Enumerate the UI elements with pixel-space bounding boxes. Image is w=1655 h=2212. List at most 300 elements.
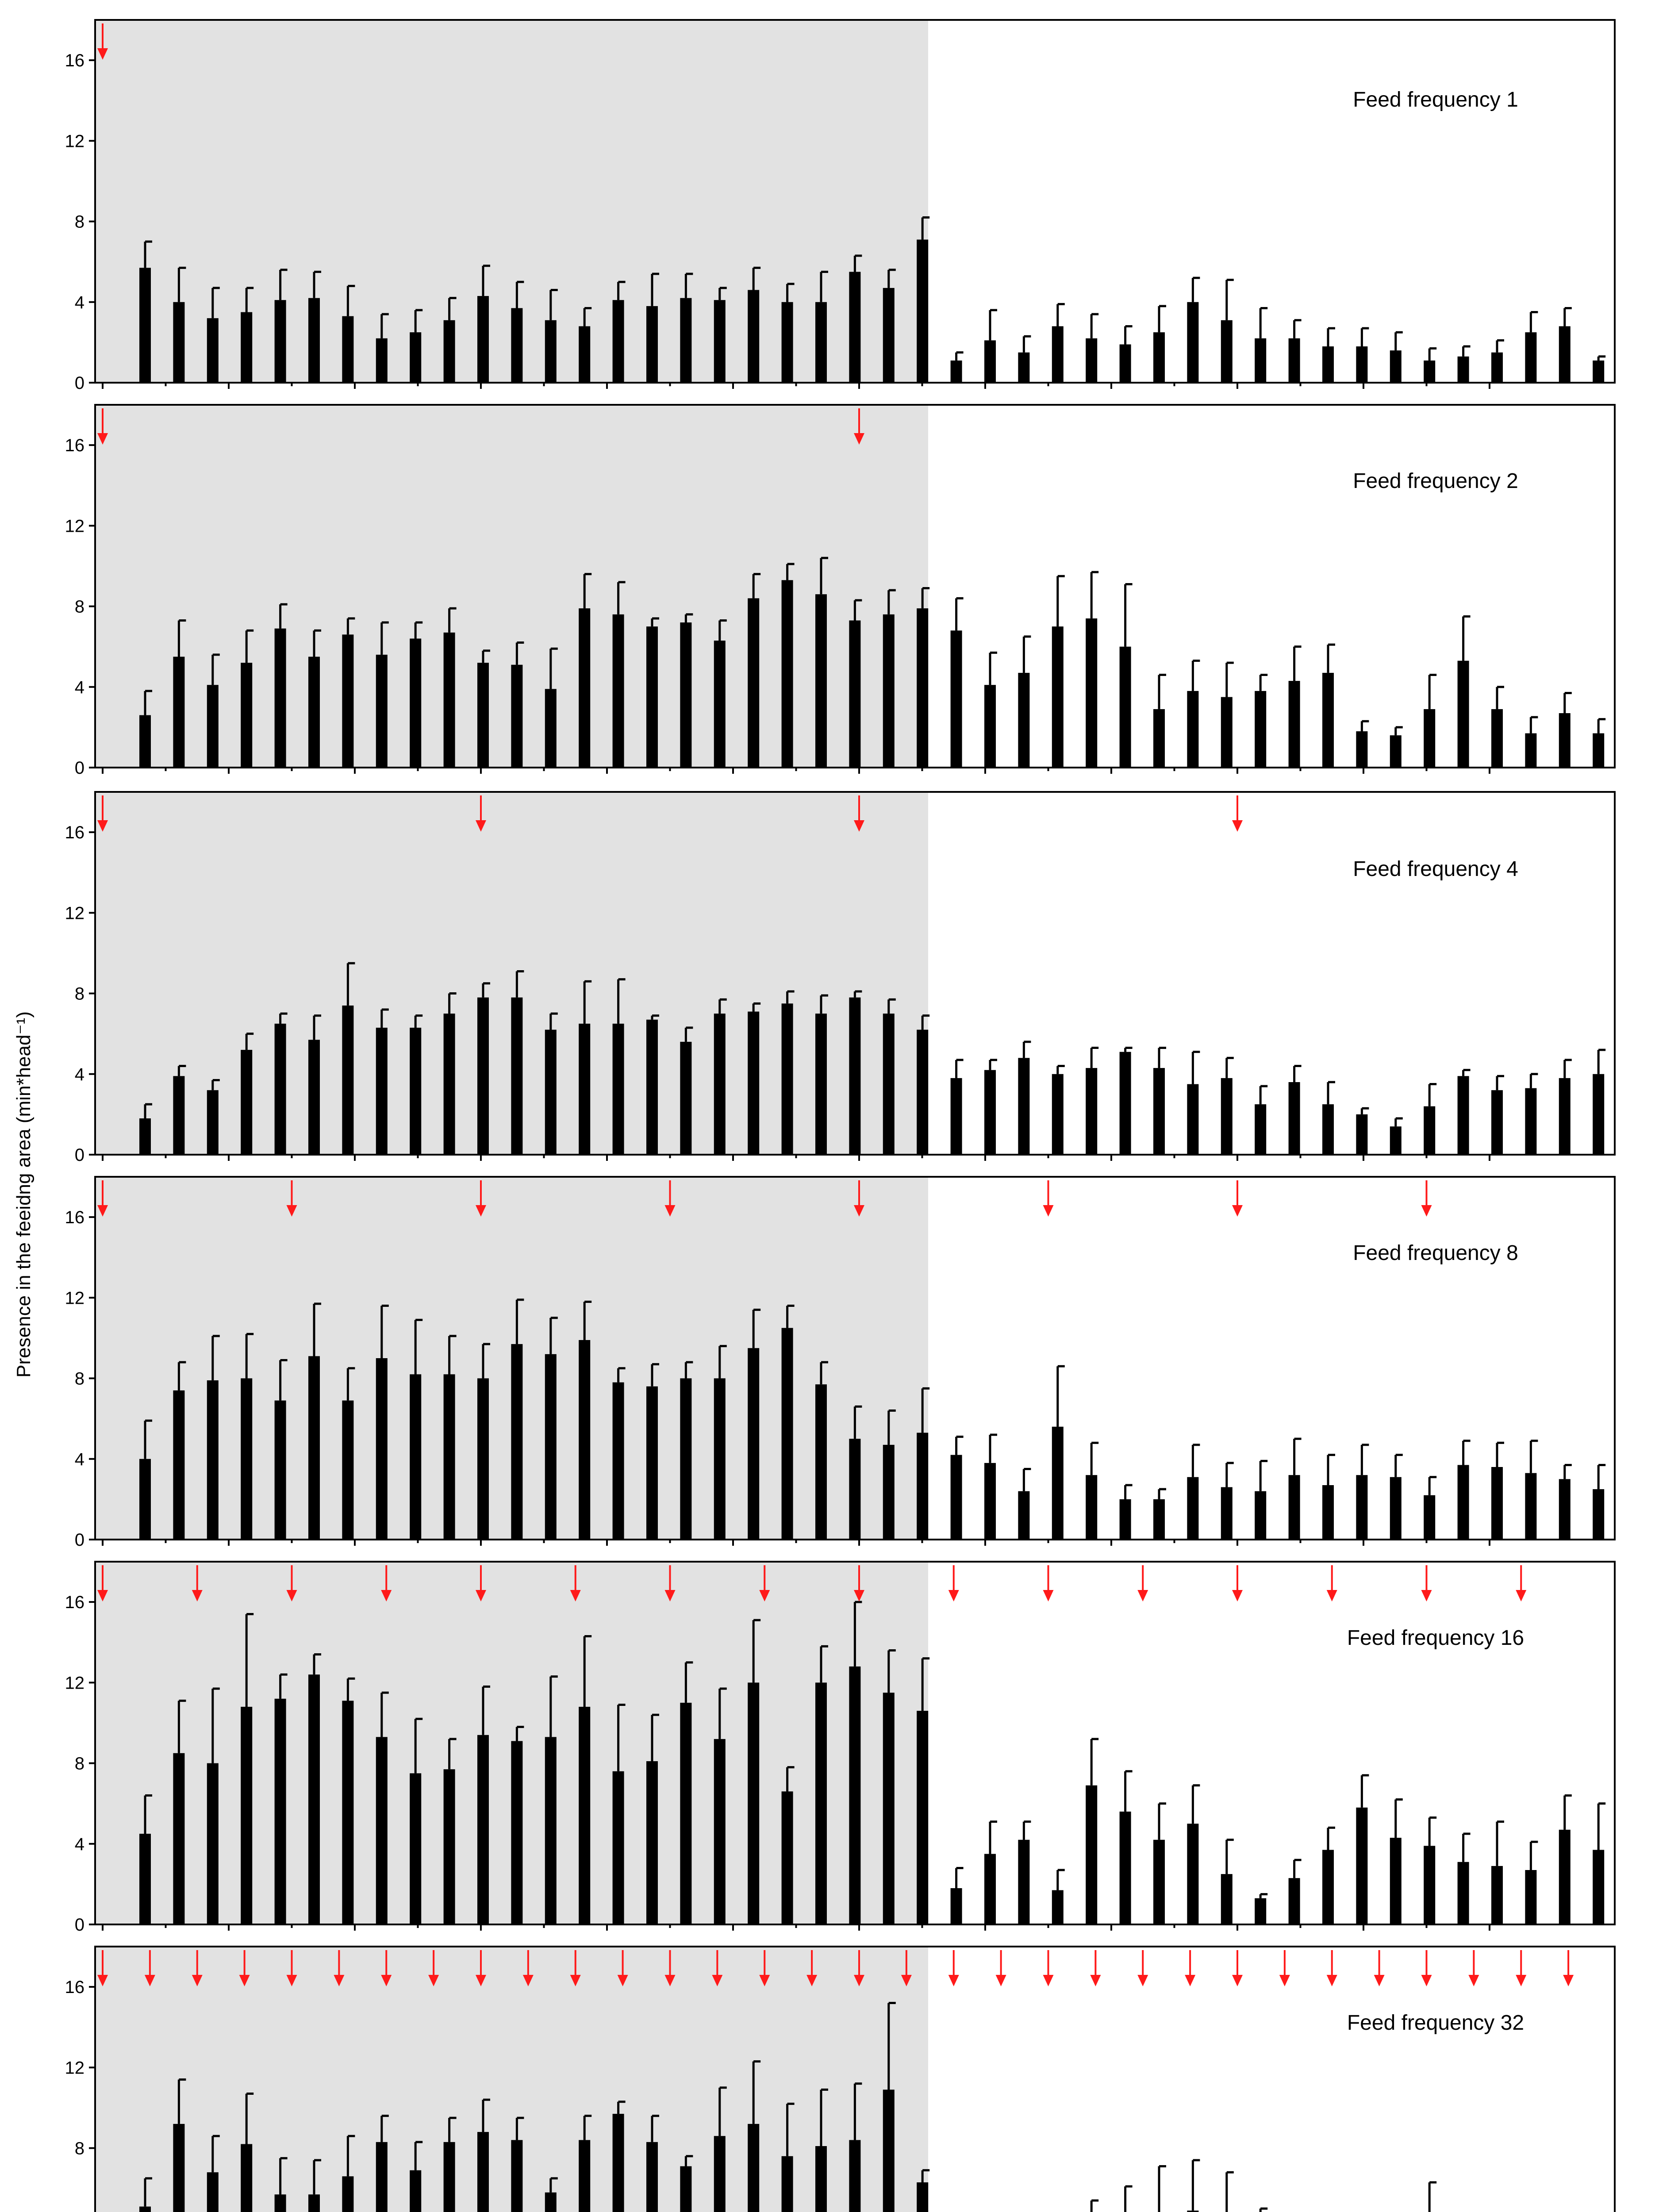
y-tick-label: 12 xyxy=(65,1673,84,1693)
bar xyxy=(308,1674,320,1924)
bar xyxy=(613,614,624,768)
bar xyxy=(275,629,286,768)
bar xyxy=(849,998,860,1155)
feed-arrow-icon xyxy=(948,1975,959,1986)
bar xyxy=(1221,1078,1233,1155)
bar xyxy=(680,622,691,768)
bar xyxy=(1018,673,1029,768)
bar xyxy=(1525,1088,1536,1155)
bar xyxy=(1593,1074,1604,1155)
y-tick-label: 0 xyxy=(74,1915,84,1935)
bar xyxy=(376,1737,388,1924)
panel-5 xyxy=(65,1562,1615,1935)
y-axis-title: Presence in the feeidng area (min*head⁻¹) xyxy=(13,1011,35,1378)
bar xyxy=(714,300,726,383)
feed-arrow-icon xyxy=(1421,1590,1432,1601)
bar xyxy=(951,1455,962,1540)
bar xyxy=(1187,691,1198,768)
y-tick-label: 16 xyxy=(65,1978,84,1997)
bar xyxy=(680,298,691,383)
bar xyxy=(815,302,827,383)
bar xyxy=(1525,1870,1536,1924)
panel-4 xyxy=(65,1177,1615,1550)
bar xyxy=(782,580,793,768)
bar xyxy=(1153,709,1165,768)
y-tick-label: 12 xyxy=(65,131,84,151)
bar xyxy=(579,608,590,768)
feed-arrow-icon xyxy=(1232,820,1243,832)
bar xyxy=(1187,1824,1198,1924)
bar xyxy=(1322,346,1334,383)
bar xyxy=(410,1028,421,1155)
bar xyxy=(511,665,522,768)
feed-arrow-icon xyxy=(1232,1975,1243,1986)
bar xyxy=(511,998,522,1155)
bar xyxy=(1424,1495,1435,1540)
bar xyxy=(1458,357,1469,383)
bar xyxy=(376,1028,388,1155)
bar xyxy=(173,2124,184,2212)
y-tick-label: 4 xyxy=(74,1449,84,1469)
bar xyxy=(545,1030,557,1155)
bar xyxy=(748,1682,759,1924)
feed-arrow-icon xyxy=(948,1590,959,1601)
y-tick-label: 8 xyxy=(74,212,84,232)
bar xyxy=(1255,1104,1266,1155)
bar xyxy=(207,2172,219,2212)
bar xyxy=(714,2136,726,2212)
bar xyxy=(646,306,658,383)
bar xyxy=(1390,735,1402,768)
bar xyxy=(275,1401,286,1540)
bar xyxy=(1458,661,1469,768)
y-tick-label: 16 xyxy=(65,1593,84,1613)
bar xyxy=(444,320,455,383)
bar xyxy=(139,1459,151,1540)
bar xyxy=(308,2194,320,2212)
bar xyxy=(748,2124,759,2212)
feed-arrow-icon xyxy=(1043,1590,1054,1601)
bar xyxy=(308,1040,320,1155)
bar xyxy=(477,1379,489,1540)
panel-title: Feed frequency 8 xyxy=(1353,1241,1518,1265)
bar xyxy=(173,1076,184,1155)
bar xyxy=(646,626,658,768)
bar xyxy=(275,1024,286,1155)
bar xyxy=(1491,353,1503,383)
bar xyxy=(139,1834,151,1924)
bar xyxy=(917,608,928,768)
bar xyxy=(376,338,388,383)
bar xyxy=(511,308,522,383)
bar xyxy=(951,630,962,768)
bar xyxy=(1559,713,1571,768)
bar xyxy=(883,1693,895,1924)
y-tick-label: 4 xyxy=(74,292,84,312)
bar xyxy=(173,657,184,768)
bar xyxy=(1120,1052,1131,1155)
bar xyxy=(1593,1850,1604,1924)
bar xyxy=(579,2140,590,2212)
bar xyxy=(748,1348,759,1540)
feed-arrow-icon xyxy=(1421,1205,1432,1217)
y-tick-label: 12 xyxy=(65,516,84,536)
bar xyxy=(1120,647,1131,768)
bar xyxy=(342,634,353,768)
bar xyxy=(613,1382,624,1540)
bar xyxy=(308,298,320,383)
bar xyxy=(545,1737,557,1924)
bar xyxy=(1221,1487,1233,1540)
bar xyxy=(782,1328,793,1540)
bar xyxy=(815,1014,827,1155)
y-tick-label: 8 xyxy=(74,1754,84,1774)
bar xyxy=(173,302,184,383)
feed-arrow-icon xyxy=(1374,1975,1385,1986)
bar xyxy=(275,300,286,383)
y-tick-label: 0 xyxy=(74,758,84,778)
y-tick-label: 0 xyxy=(74,1530,84,1550)
bar xyxy=(714,641,726,768)
bar xyxy=(579,326,590,383)
feed-arrow-icon xyxy=(1327,1975,1337,1986)
bar xyxy=(1593,1489,1604,1540)
bar xyxy=(646,1386,658,1540)
feed-arrow-icon xyxy=(1043,1975,1054,1986)
bar xyxy=(1593,733,1604,768)
feed-arrow-icon xyxy=(996,1975,1006,1986)
y-tick-label: 16 xyxy=(65,1208,84,1228)
bar xyxy=(1052,326,1064,383)
panel-title: Feed frequency 16 xyxy=(1347,1626,1524,1650)
bar xyxy=(1120,1499,1131,1540)
bar xyxy=(1458,1862,1469,1924)
y-tick-label: 16 xyxy=(65,436,84,456)
bar xyxy=(241,1379,252,1540)
bar xyxy=(1322,1485,1334,1540)
bar xyxy=(376,1358,388,1540)
y-tick-label: 16 xyxy=(65,823,84,843)
bar xyxy=(1390,350,1402,383)
bar xyxy=(1086,1786,1097,1924)
bar xyxy=(782,1791,793,1924)
bar xyxy=(849,272,860,383)
bar xyxy=(342,1401,353,1540)
bar xyxy=(1289,1475,1300,1540)
bar xyxy=(748,598,759,768)
bar xyxy=(849,1667,860,1924)
bar xyxy=(1322,1104,1334,1155)
bar xyxy=(1390,1838,1402,1924)
bar xyxy=(714,1739,726,1924)
bar xyxy=(444,1014,455,1155)
bar xyxy=(748,1012,759,1155)
bar xyxy=(984,685,996,768)
bar xyxy=(410,638,421,768)
y-tick-label: 4 xyxy=(74,1064,84,1084)
bar xyxy=(984,1463,996,1540)
bar xyxy=(1187,302,1198,383)
bar xyxy=(1593,361,1604,383)
bar xyxy=(1559,1479,1571,1540)
feed-arrow-icon xyxy=(1090,1975,1101,1986)
bar xyxy=(1491,1467,1503,1540)
bar xyxy=(1424,361,1435,383)
bar xyxy=(1458,1465,1469,1540)
bar xyxy=(410,1374,421,1540)
bar xyxy=(849,620,860,768)
bar xyxy=(376,655,388,768)
bar xyxy=(849,1439,860,1540)
bar xyxy=(951,1078,962,1155)
bar xyxy=(1018,1840,1029,1924)
bar xyxy=(782,302,793,383)
y-tick-label: 16 xyxy=(65,51,84,71)
bar xyxy=(1356,1808,1367,1924)
bar xyxy=(1390,1126,1402,1155)
y-tick-label: 4 xyxy=(74,1834,84,1854)
bar xyxy=(646,2142,658,2212)
bar xyxy=(883,1014,895,1155)
y-tick-label: 12 xyxy=(65,2058,84,2078)
bar xyxy=(883,2089,895,2212)
bar xyxy=(342,2176,353,2212)
bar xyxy=(545,689,557,768)
bar xyxy=(1187,1477,1198,1540)
panel-title: Feed frequency 32 xyxy=(1347,2011,1524,2035)
bar xyxy=(1086,1475,1097,1540)
bar xyxy=(579,1707,590,1924)
bar xyxy=(545,2193,557,2212)
bar xyxy=(1356,346,1367,383)
bar xyxy=(1424,1846,1435,1924)
panel-title: Feed frequency 4 xyxy=(1353,857,1518,881)
bar xyxy=(1559,1078,1571,1155)
bar xyxy=(984,1854,996,1924)
panel-2 xyxy=(65,405,1615,778)
bar xyxy=(714,1379,726,1540)
bar xyxy=(579,1340,590,1540)
bar xyxy=(714,1014,726,1155)
bar xyxy=(1525,733,1536,768)
y-tick-label: 0 xyxy=(74,373,84,393)
feed-arrow-icon xyxy=(1421,1975,1432,1986)
bar xyxy=(680,1379,691,1540)
bar xyxy=(1525,332,1536,383)
bar xyxy=(917,2182,928,2212)
bar xyxy=(139,1118,151,1155)
bar xyxy=(1221,1874,1233,1924)
bar xyxy=(917,1711,928,1924)
bar xyxy=(917,1030,928,1155)
bar xyxy=(883,288,895,383)
bar xyxy=(545,1354,557,1540)
bar xyxy=(917,240,928,383)
bar xyxy=(680,2166,691,2212)
y-tick-label: 12 xyxy=(65,1288,84,1308)
bar xyxy=(1018,1491,1029,1540)
bar xyxy=(1153,1499,1165,1540)
bar xyxy=(1052,1890,1064,1924)
bar xyxy=(1491,1090,1503,1155)
bar xyxy=(579,1024,590,1155)
bar xyxy=(477,663,489,768)
bar xyxy=(1491,709,1503,768)
y-tick-label: 8 xyxy=(74,984,84,1004)
bar xyxy=(1289,1082,1300,1155)
bar xyxy=(511,2140,522,2212)
bar xyxy=(849,2140,860,2212)
bar xyxy=(241,663,252,768)
panel-6 xyxy=(65,1947,1615,2212)
bar xyxy=(782,1003,793,1155)
bar xyxy=(1153,332,1165,383)
bar xyxy=(173,1390,184,1540)
bar xyxy=(613,2114,624,2212)
feed-arrow-icon xyxy=(1468,1975,1479,1986)
y-tick-label: 0 xyxy=(74,1145,84,1165)
bar xyxy=(1491,1866,1503,1924)
bar xyxy=(984,1070,996,1155)
bar xyxy=(1424,1106,1435,1155)
bar xyxy=(1052,1074,1064,1155)
bar xyxy=(1018,353,1029,383)
bar xyxy=(139,2207,151,2212)
bar xyxy=(1052,1427,1064,1540)
bar xyxy=(680,1042,691,1155)
bar xyxy=(241,312,252,383)
feed-arrow-icon xyxy=(1279,1975,1290,1986)
bar xyxy=(308,1356,320,1540)
bar xyxy=(1424,709,1435,768)
bar xyxy=(782,2156,793,2212)
bar xyxy=(241,2144,252,2212)
bar xyxy=(410,2170,421,2212)
bar xyxy=(241,1050,252,1155)
bar xyxy=(951,361,962,383)
bar xyxy=(275,2194,286,2212)
bar xyxy=(444,1769,455,1924)
bar xyxy=(815,1682,827,1924)
bar xyxy=(342,1701,353,1924)
bar xyxy=(1289,338,1300,383)
bar xyxy=(308,657,320,768)
bar xyxy=(1086,618,1097,768)
bar xyxy=(1052,626,1064,768)
bar xyxy=(477,1735,489,1924)
bar xyxy=(1018,1058,1029,1155)
feed-arrow-icon xyxy=(1516,1590,1526,1601)
bar xyxy=(376,2142,388,2212)
bar xyxy=(646,1020,658,1155)
feed-arrow-icon xyxy=(1232,1205,1243,1217)
bar xyxy=(207,318,219,383)
bar xyxy=(1153,1840,1165,1924)
bar xyxy=(1390,1477,1402,1540)
bar xyxy=(1356,1475,1367,1540)
bar xyxy=(1289,681,1300,768)
bar xyxy=(139,268,151,383)
bar xyxy=(275,1699,286,1924)
bar xyxy=(815,1384,827,1540)
panel-title: Feed frequency 2 xyxy=(1353,469,1518,493)
bar xyxy=(1289,1878,1300,1924)
bar xyxy=(173,1753,184,1924)
bar xyxy=(613,1024,624,1155)
bar xyxy=(613,1771,624,1924)
feed-arrow-icon xyxy=(1563,1975,1574,1986)
bar xyxy=(1221,320,1233,383)
bar xyxy=(1187,1084,1198,1155)
bar xyxy=(477,2132,489,2212)
bar xyxy=(207,1090,219,1155)
feed-arrow-icon xyxy=(1137,1975,1148,1986)
bar xyxy=(1153,1068,1165,1155)
bar xyxy=(984,340,996,383)
bar xyxy=(444,633,455,768)
bar xyxy=(815,2146,827,2212)
feed-arrow-icon xyxy=(1185,1975,1195,1986)
bar xyxy=(1255,338,1266,383)
y-tick-label: 8 xyxy=(74,597,84,617)
bar xyxy=(1086,1068,1097,1155)
bar xyxy=(207,1763,219,1924)
bar xyxy=(1086,338,1097,383)
bar xyxy=(241,1707,252,1924)
bar xyxy=(545,320,557,383)
bar xyxy=(1322,1850,1334,1924)
bar xyxy=(883,614,895,768)
bar xyxy=(1356,731,1367,768)
panel-1 xyxy=(65,20,1615,393)
bar xyxy=(951,1888,962,1924)
bar xyxy=(342,316,353,383)
bar xyxy=(207,1380,219,1540)
bar xyxy=(1221,697,1233,768)
bar xyxy=(477,296,489,383)
bar xyxy=(646,1761,658,1924)
bar xyxy=(139,715,151,768)
bar xyxy=(511,1741,522,1924)
bar xyxy=(1458,1076,1469,1155)
bar xyxy=(444,1374,455,1540)
bar xyxy=(815,594,827,768)
panel-3 xyxy=(65,792,1615,1165)
bar xyxy=(410,332,421,383)
bar xyxy=(1356,1114,1367,1155)
bar xyxy=(342,1006,353,1155)
bar xyxy=(917,1433,928,1540)
y-tick-label: 4 xyxy=(74,677,84,697)
bar xyxy=(1559,1830,1571,1924)
bar xyxy=(1120,1812,1131,1924)
bar xyxy=(444,2142,455,2212)
bar xyxy=(748,290,759,383)
bar xyxy=(1120,344,1131,383)
bar xyxy=(477,998,489,1155)
bar xyxy=(1255,691,1266,768)
feed-arrow-icon xyxy=(1516,1975,1526,1986)
bar xyxy=(1322,673,1334,768)
feed-arrow-icon xyxy=(1232,1590,1243,1601)
bar xyxy=(511,1344,522,1540)
feed-arrow-icon xyxy=(1327,1590,1337,1601)
feed-arrow-icon xyxy=(1137,1590,1148,1601)
bar xyxy=(410,1773,421,1924)
feed-arrow-icon xyxy=(1043,1205,1054,1217)
panels-layer xyxy=(65,20,1615,2212)
bar xyxy=(613,300,624,383)
